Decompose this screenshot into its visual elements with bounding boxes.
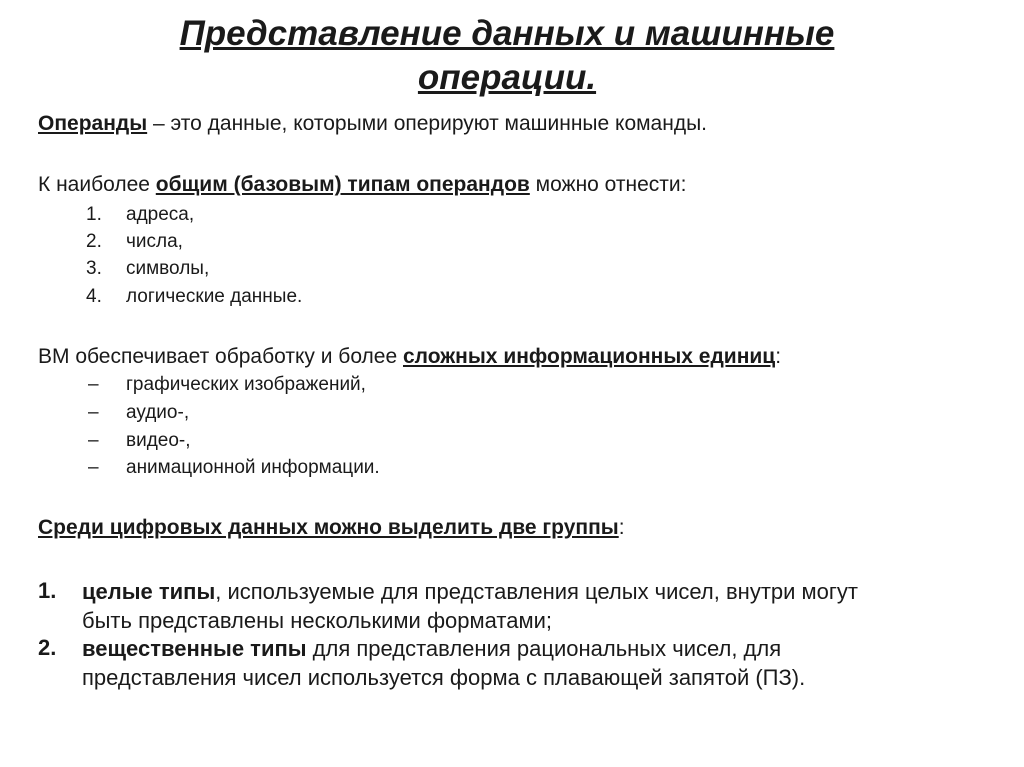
operands-definition bbox=[38, 112, 707, 136]
basic-types-intro bbox=[38, 173, 686, 197]
digital-group-marker: 2. bbox=[38, 635, 57, 660]
digital-group-item-bold: вещественные типы bbox=[82, 636, 307, 661]
digital-groups-heading-bold: Среди цифровых данных можно выделить две группы bbox=[38, 516, 619, 539]
digital-groups-heading bbox=[38, 516, 625, 540]
complex-units-intro-bold: сложных информационных единиц bbox=[403, 345, 776, 368]
slide-title-line2: операции. bbox=[417, 58, 597, 97]
digital-group-item-text: представления чисел используется форма с плавающей запятой (ПЗ). bbox=[82, 665, 806, 690]
complex-units-item: графических изображений, bbox=[126, 374, 366, 395]
operands-term: Операнды bbox=[38, 112, 148, 135]
digital-group-item bbox=[82, 634, 1002, 692]
slide-title bbox=[0, 12, 1014, 100]
digital-group-item-text: , используемые для представления целых чисел, внутри могут bbox=[215, 579, 859, 604]
complex-units-item: анимационной информации. bbox=[126, 457, 380, 478]
digital-group-item-bold: целые типы bbox=[82, 579, 216, 604]
operands-definition-text: – это данные, которыми оперируют машинные команды. bbox=[147, 112, 708, 135]
complex-units-marker: – bbox=[88, 374, 99, 395]
basic-types-marker: 1. bbox=[86, 204, 102, 225]
basic-types-intro-bold: общим (базовым) типам операндов bbox=[155, 173, 530, 196]
complex-units-item: аудио-, bbox=[126, 402, 190, 423]
basic-types-intro-pre: К наиболее bbox=[38, 173, 156, 196]
complex-units-intro bbox=[38, 345, 781, 369]
basic-types-item: числа, bbox=[126, 231, 183, 252]
complex-units-item: видео-, bbox=[126, 430, 191, 451]
complex-units-marker: – bbox=[88, 430, 99, 451]
digital-group-item-text: быть представлены несколькими форматами; bbox=[82, 608, 552, 633]
complex-units-marker: – bbox=[88, 457, 99, 478]
basic-types-item: логические данные. bbox=[126, 286, 303, 307]
basic-types-intro-post: можно отнести: bbox=[529, 173, 687, 196]
basic-types-item: адреса, bbox=[126, 204, 195, 225]
digital-groups-heading-post: : bbox=[618, 516, 625, 539]
complex-units-marker: – bbox=[88, 402, 99, 423]
basic-types-marker: 3. bbox=[86, 258, 102, 279]
digital-group-item bbox=[82, 577, 1002, 635]
basic-types-item: символы, bbox=[126, 258, 210, 279]
basic-types-marker: 2. bbox=[86, 231, 102, 252]
complex-units-intro-post: : bbox=[775, 345, 782, 368]
basic-types-marker: 4. bbox=[86, 286, 102, 307]
digital-group-marker: 1. bbox=[38, 578, 57, 603]
digital-group-item-text: для представления рациональных чисел, для bbox=[306, 636, 782, 661]
slide-title-line1: Представление данных и машинные bbox=[179, 14, 835, 53]
complex-units-intro-pre: ВМ обеспечивает обработку и более bbox=[38, 345, 403, 368]
